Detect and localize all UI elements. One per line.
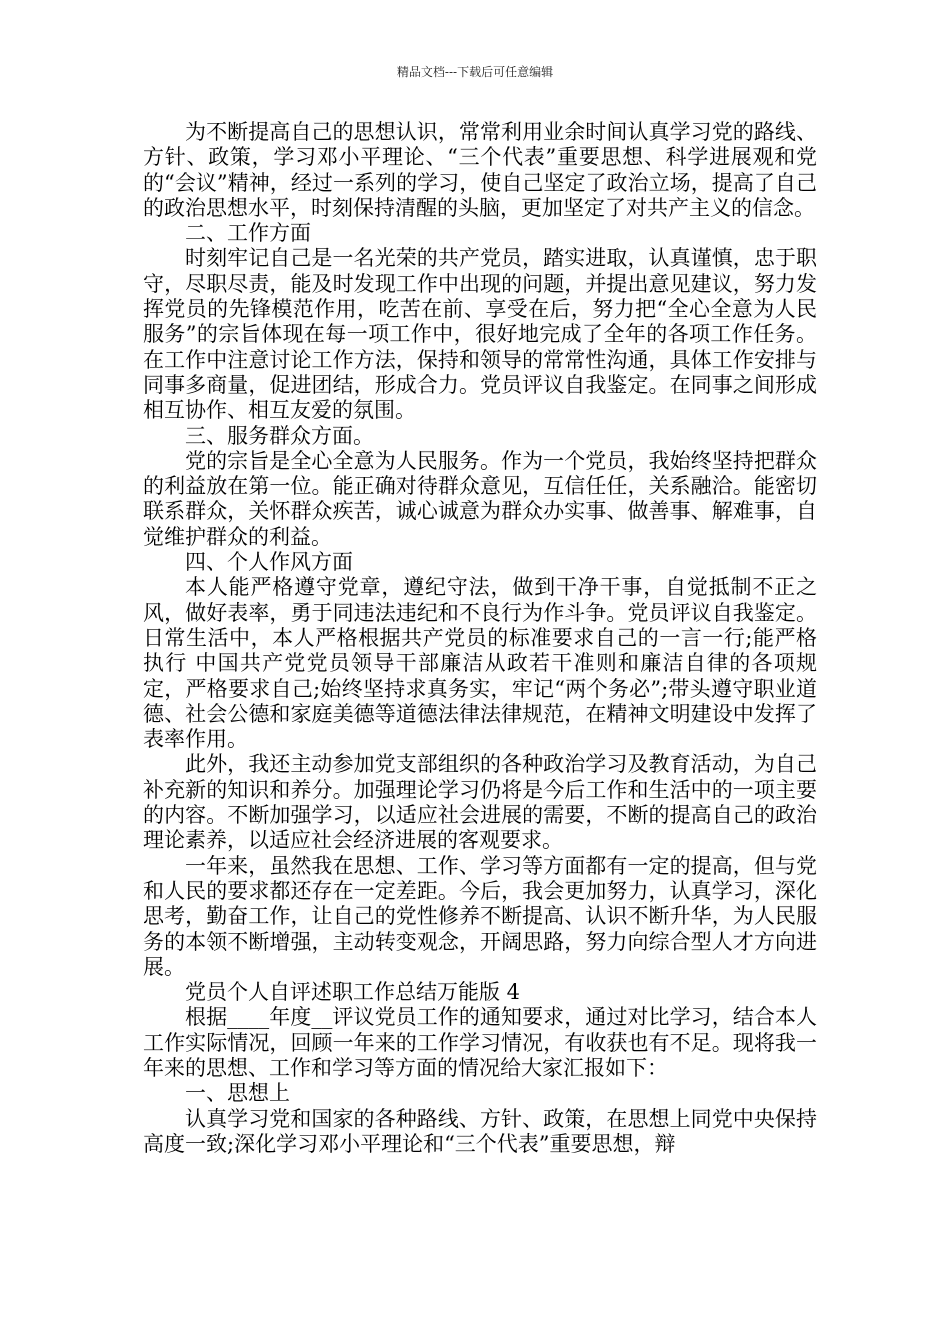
- section-heading: 一、思想上: [185, 1081, 290, 1106]
- paragraph: 党的宗旨是全心全意为人民服务。作为一个党员，我始终坚持把群众的利益放在第一位。能正确对待群众意见，互信任任，关系融洽。能密切联系群众，关怀群众疾苦，诚心诚意为群众办实事、做善事、解难事，自觉维护群众的利益。: [143, 448, 817, 549]
- document-body: [143, 120, 817, 1157]
- paragraph: 认真学习党和国家的各种路线、方针、政策，在思想上同党中央保持高度一致;深化学习邓小平理论和“三个代表”重要思想，辩: [143, 1106, 817, 1156]
- paragraph: 为不断提高自己的思想认识，常常利用业余时间认真学习党的路线、方针、政策，学习邓小平理论、“三个代表”重要思想、科学进展观和党的“会议”精神，经过一系列的学习，使自己坚定了政治立场，提高了自己的政治思想水平，时刻保持清醒的头脑，更加坚定了对共产主义的信念。: [143, 120, 817, 220]
- section-heading: 三、服务群众方面。: [185, 423, 374, 448]
- paragraph: 一年来，虽然我在思想、工作、学习等方面都有一定的提高，但与党和人民的要求都还存在一定差距。今后，我会更加努力，认真学习，深化思考，勤奋工作，让自己的党性修养不断提高、认识不断升华，为人民服务的本领不断增强，主动转变观念，开阔思路，努力向综合型人才方向进展。: [143, 853, 817, 979]
- section-heading: 四、个人作风方面: [185, 550, 353, 575]
- section-heading: 二、工作方面: [185, 221, 311, 246]
- paragraph: 时刻牢记自己是一名光荣的共产党员，踏实进取，认真谨慎，忠于职守，尽职尽责，能及时发现工作中出现的问题，并提出意见建议，努力发挥党员的先锋模范作用，吃苦在前、享受在后，努力把“全心全意为人民服务”的宗旨体现在每一项工作中，很好地完成了全年的各项工作任务。在工作中注意讨论工作方法，保持和领导的常常性沟通，具体工作安排与同事多商量，促进团结，形成合力。党员评议自我鉴定。在同事之间形成相互协作、相互友爱的氛围。: [143, 246, 817, 423]
- paragraph: 根据____年度__评议党员工作的通知要求，通过对比学习，结合本人工作实际情况，回顾一年来的工作学习情况，有收获也有不足。现将我一年来的思想、工作和学习等方面的情况给大家汇报如下：: [143, 1005, 817, 1080]
- page-header: 精品文档---下载后可任意编辑: [396, 65, 554, 79]
- paragraph: 此外，我还主动参加党支部组织的各种政治学习及教育活动，为自己补充新的知识和养分。加强理论学习仍将是今后工作和生活中的一项主要的内容。不断加强学习，以适应社会进展的需要，不断的提高自己的政治理论素养，以适应社会经济进展的客观要求。: [143, 752, 817, 853]
- paragraph: 本人能严格遵守党章，遵纪守法，做到干净干事，自觉抵制不正之风，做好表率，勇于同违法违纪和不良行为作斗争。党员评议自我鉴定。日常生活中，本人严格根据共产党员的标准要求自己的一言一行;能严格执行 中国共产党党员领导干部廉洁从政若干准则和廉洁自律的各项规定，严格要求自己;始终坚持求真务实，牢记“两个务必”;带头遵守职业道德、社会公德和家庭美德等道德法律法律规范，在精神文明建设中发挥了表率作用。: [143, 575, 817, 752]
- document-title: 党员个人自评述职工作总结万能版 4: [185, 980, 521, 1005]
